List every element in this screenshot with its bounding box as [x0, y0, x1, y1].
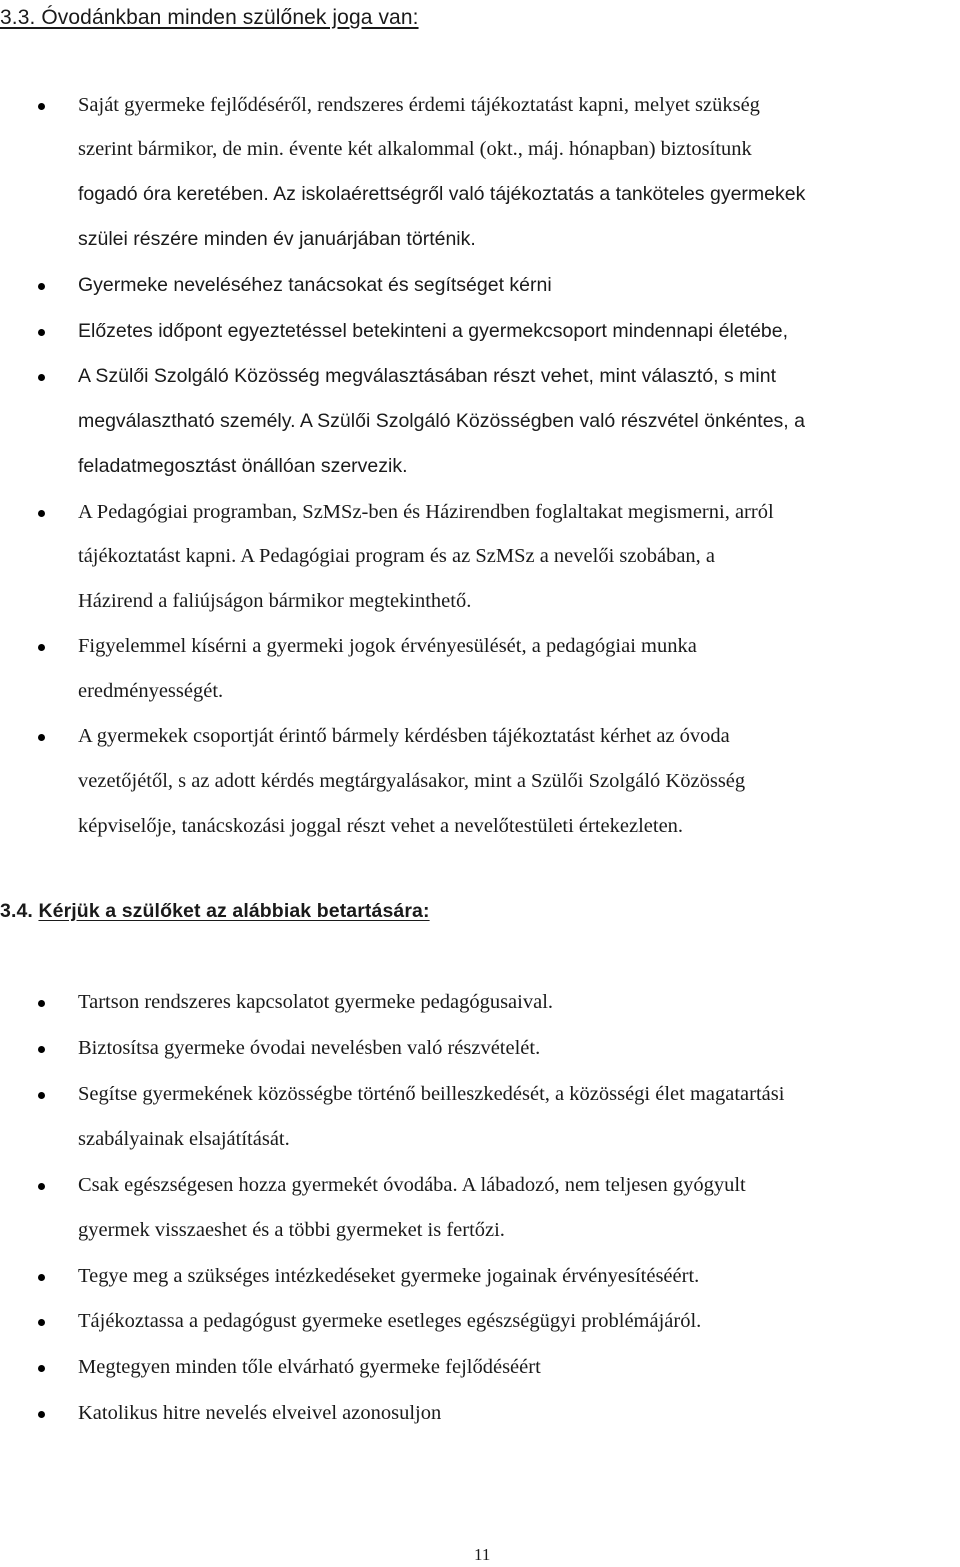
bullet-icon — [38, 103, 45, 110]
bullet-icon — [38, 1274, 45, 1281]
bullet-icon — [38, 1319, 45, 1326]
bullet-icon — [38, 283, 45, 290]
bullet-icon — [38, 1183, 45, 1190]
bullet-icon — [38, 644, 45, 651]
section-heading-requests: 3.4. Kérjük a szülőket az alábbiak betartására: — [0, 900, 430, 922]
bullet-icon — [38, 1046, 45, 1053]
section-heading-rights: 3.3. Óvodánkban minden szülőnek joga van: — [0, 6, 419, 29]
bullet-icon — [38, 1365, 45, 1372]
bullet-icon — [38, 1092, 45, 1099]
bullet-icon — [38, 374, 45, 381]
page-number: 11 — [474, 1545, 491, 1564]
bullet-icon — [38, 734, 45, 741]
bullet-icon — [38, 510, 45, 517]
bullet-icon — [38, 1000, 45, 1007]
bullet-icon — [38, 1411, 45, 1418]
bullet-icon — [38, 329, 45, 336]
